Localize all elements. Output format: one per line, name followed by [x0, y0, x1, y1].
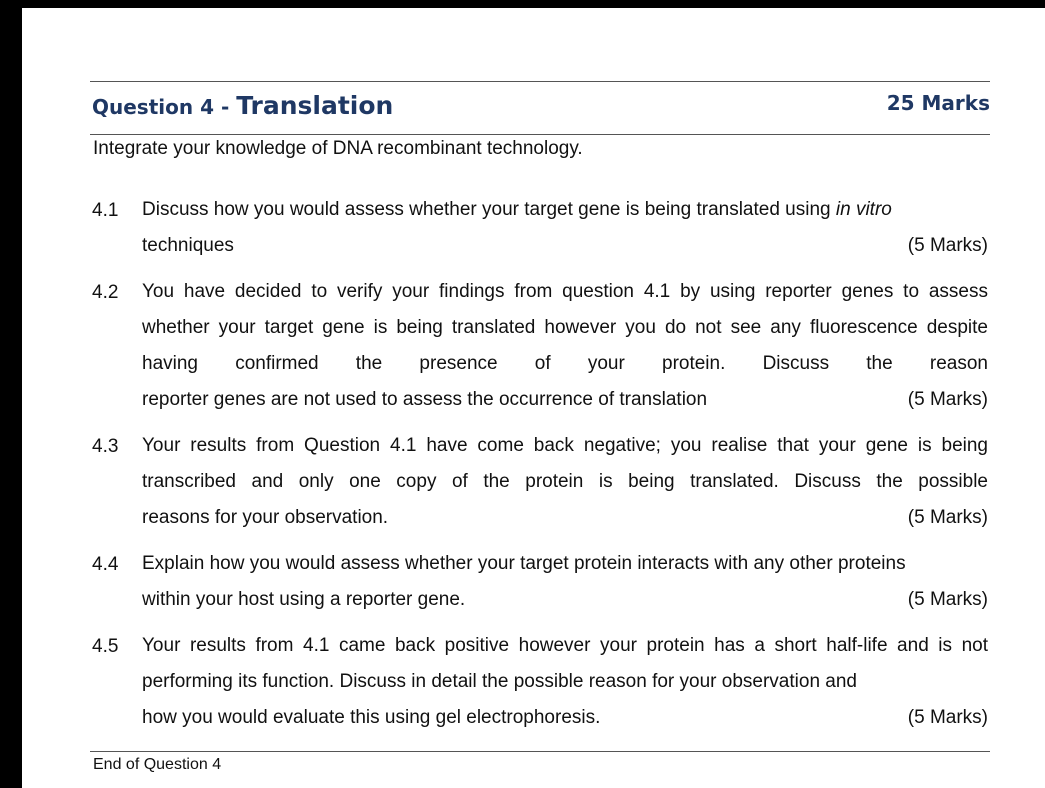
question-number: 4.5 — [92, 636, 119, 657]
document-page — [22, 8, 1045, 788]
question-text-end: techniques — [142, 235, 234, 256]
question-last-line — [142, 582, 988, 618]
question-text-end: how you would evaluate this using gel electrophoresis. — [142, 707, 601, 728]
question-marks: (5 Marks) — [907, 235, 988, 256]
question-body — [142, 628, 988, 736]
question-marks: (5 Marks) — [907, 707, 988, 728]
question-body — [142, 192, 988, 264]
question-body — [142, 274, 988, 418]
question-item — [92, 200, 988, 264]
question-number: 4.4 — [92, 554, 119, 575]
total-marks: 25 Marks — [886, 91, 990, 115]
question-last-line — [142, 700, 988, 736]
question-text: Discuss how you would assess whether your target gene is being translated using — [142, 199, 836, 220]
question-marks: (5 Marks) — [907, 507, 988, 528]
question-number: 4.1 — [92, 200, 119, 221]
question-text: Your results from 4.1 came back positive however your protein has a short half-life and is not performing its function. Discuss in detail the possible reason for your observation and — [142, 635, 988, 692]
question-body — [142, 428, 988, 536]
question-header — [92, 86, 992, 120]
question-item — [92, 636, 988, 736]
question-text: Explain how you would assess whether your target protein interacts with any other proteins — [142, 553, 906, 574]
question-number: 4.2 — [92, 282, 119, 303]
question-text: Your results from Question 4.1 have come back negative; you realise that your gene is being transcribed and only one copy of the protein is being translated. Discuss the possible — [142, 435, 988, 492]
question-number: 4.3 — [92, 436, 119, 457]
top-rule — [90, 81, 990, 82]
question-text-end: reasons for your observation. — [142, 507, 389, 528]
footer-rule — [90, 751, 990, 752]
question-heading — [92, 91, 393, 120]
question-marks: (5 Marks) — [907, 389, 988, 410]
question-italic-text: in vitro — [835, 199, 892, 220]
end-of-question-text: End of Question 4 — [93, 756, 222, 773]
question-prefix: Question 4 - — [92, 95, 237, 119]
question-last-line — [142, 382, 988, 418]
question-last-line — [142, 500, 988, 536]
question-title: Translation — [236, 91, 394, 120]
question-body — [142, 546, 988, 618]
question-item — [92, 554, 988, 618]
intro-text: Integrate your knowledge of DNA recombinant technology. — [93, 138, 583, 159]
question-text-end: reporter genes are not used to assess the occurrence of translation — [142, 389, 708, 410]
question-marks: (5 Marks) — [907, 589, 988, 610]
header-rule — [90, 134, 990, 135]
question-last-line — [142, 228, 988, 264]
question-item — [92, 436, 988, 536]
question-text: You have decided to verify your findings from question 4.1 by using reporter genes to assess whether your target gene is being translated however you do not see any fluorescence despite having confirmed the presence of your protein. Discuss the reason — [142, 281, 988, 374]
question-text-end: within your host using a reporter gene. — [142, 589, 466, 610]
question-item — [92, 282, 988, 418]
